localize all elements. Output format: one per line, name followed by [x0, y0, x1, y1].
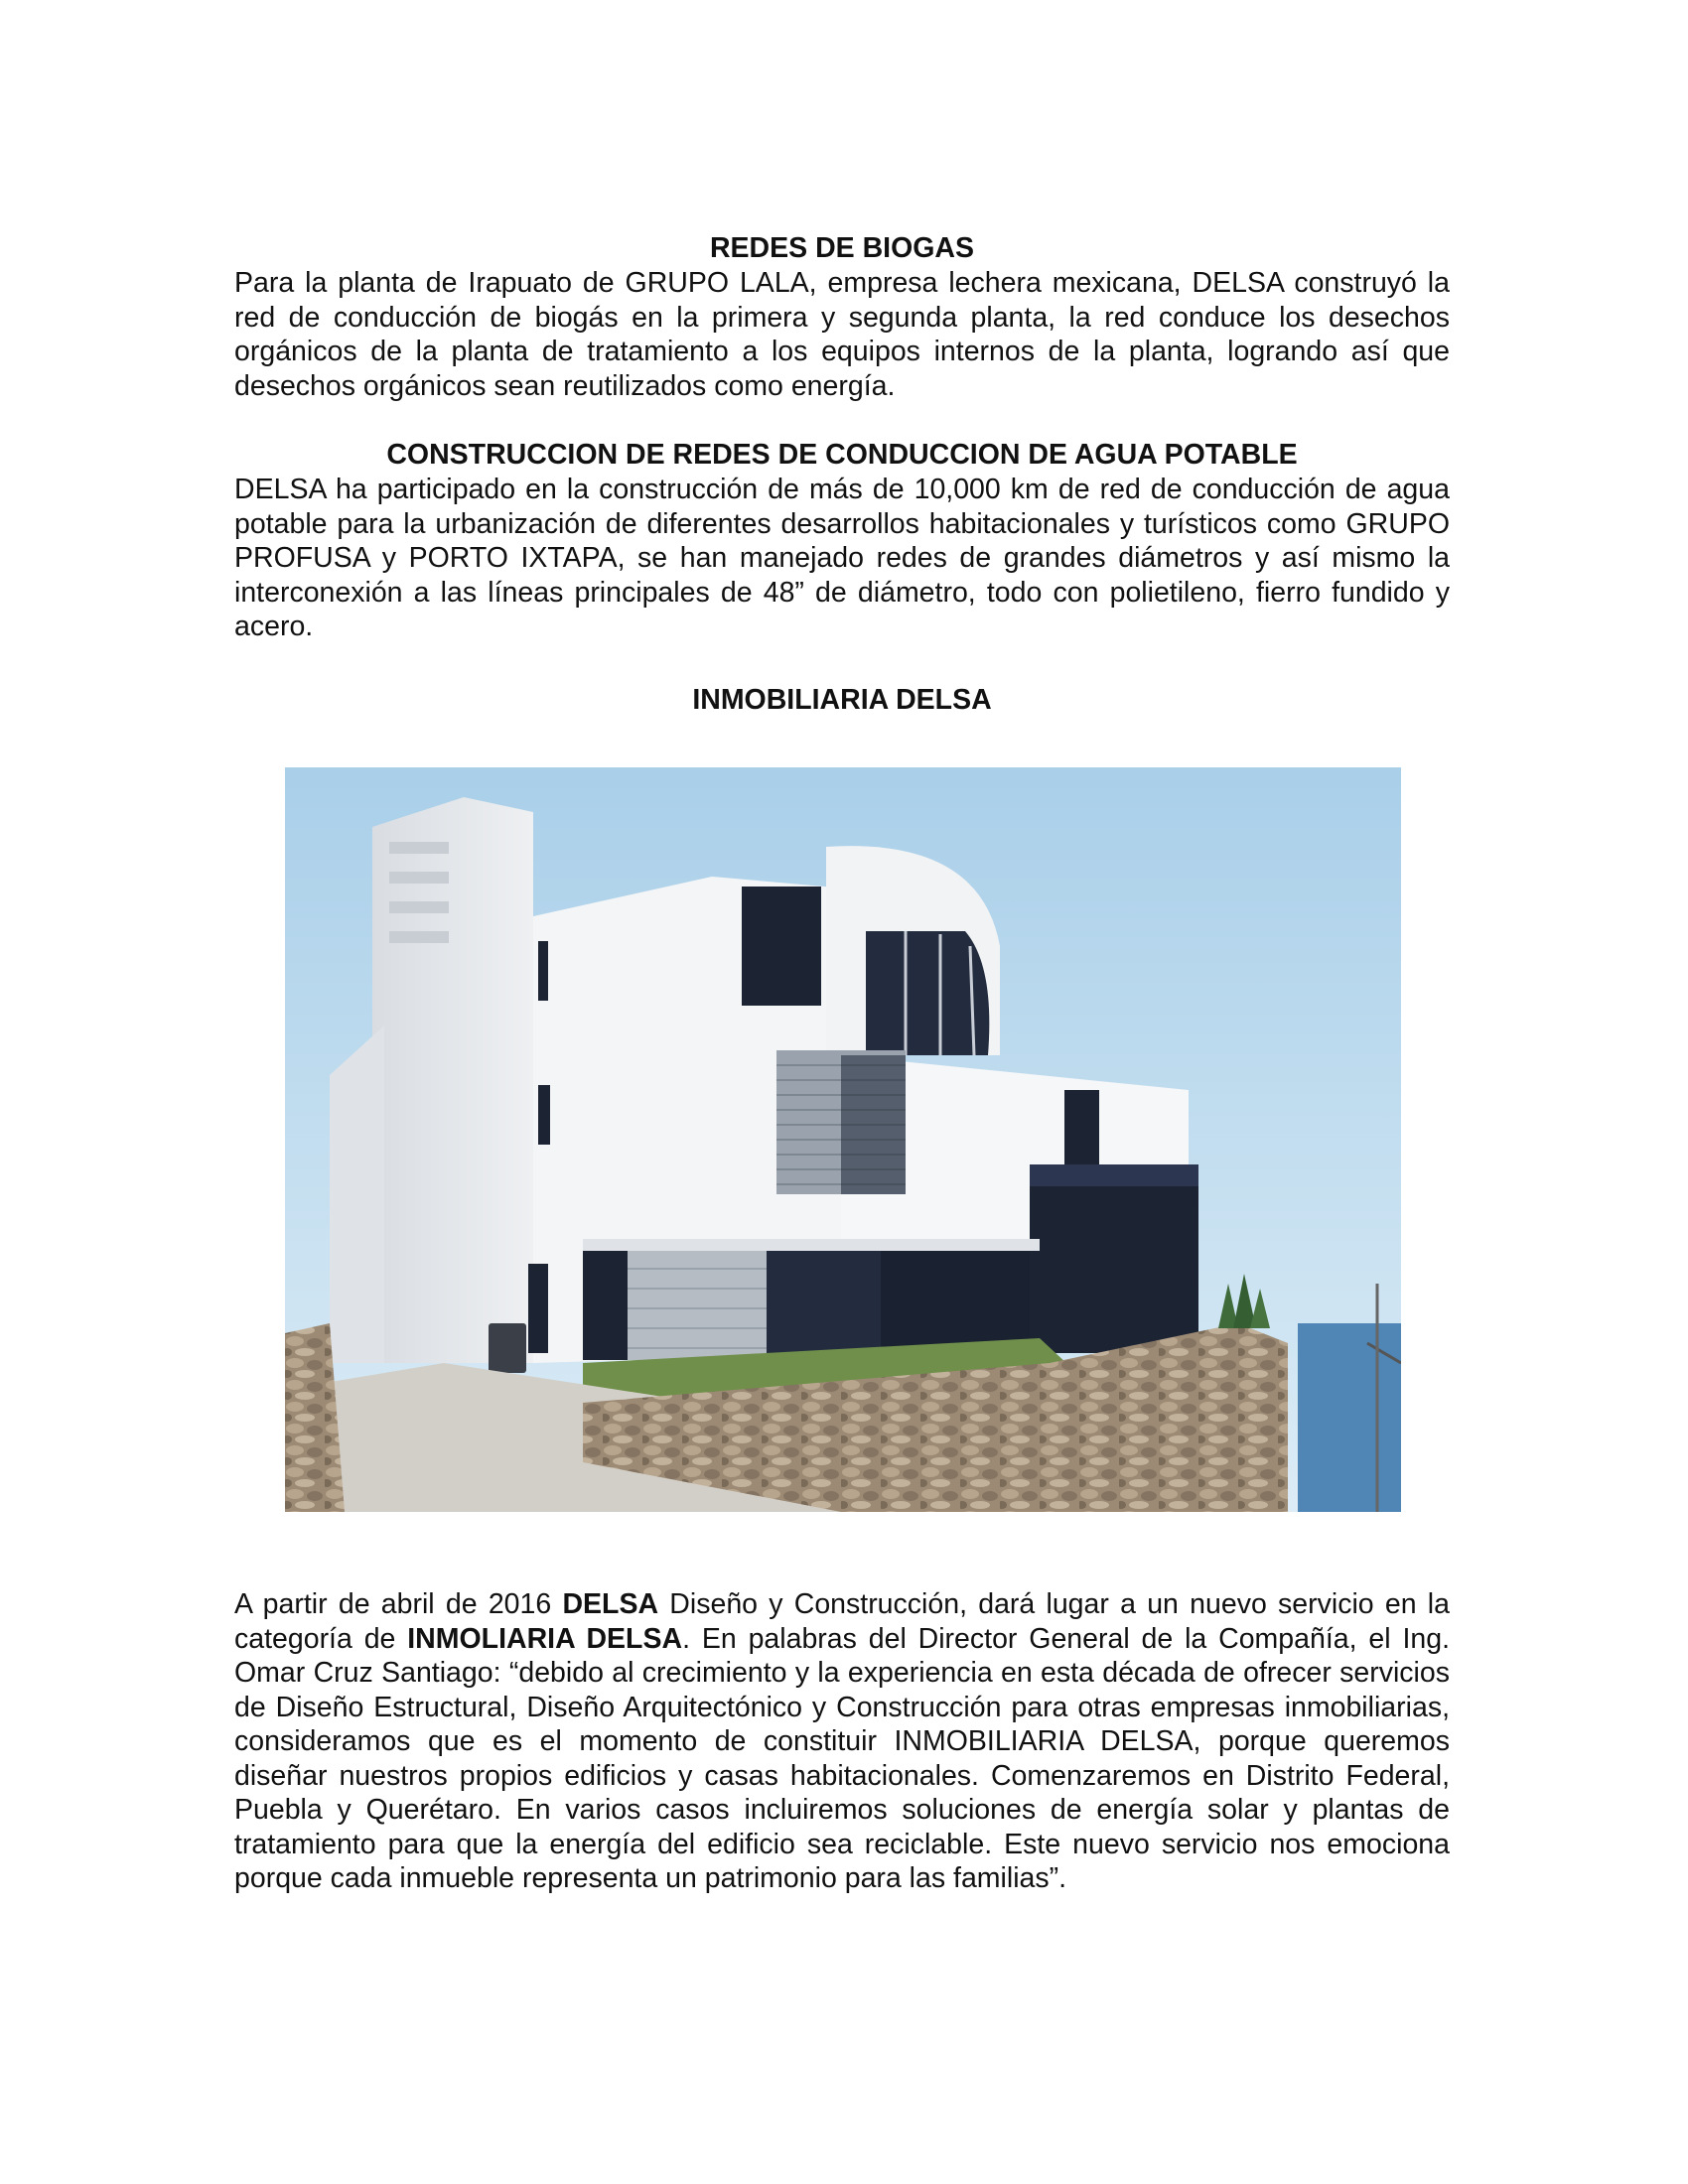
bold-delsa: DELSA: [562, 1588, 659, 1620]
heading-water-networks: CONSTRUCCION DE REDES DE CONDUCCION DE AGUA POTABLE: [386, 439, 1298, 471]
house-photo: [285, 767, 1401, 1512]
paragraph-water-networks: DELSA ha participado en la construcción de más de 10,000 km de red de conducción de agua potable para la urbanización de diferentes desarrollos habitacionales y turísticos como GRUPO PROFUSA y PORTO IXTAPA, se han manejado redes de grandes diámetros y así mismo la interconexión a las líneas principales de 48” de diámetro, todo con polietileno, fierro fundido y acero.: [234, 474, 1450, 642]
heading-inmobiliaria: INMOBILIARIA DELSA: [692, 684, 992, 716]
heading-biogas: REDES DE BIOGAS: [709, 232, 975, 264]
paragraph-biogas: Para la planta de Irapuato de GRUPO LALA, empresa lechera mexicana, DELSA construyó la red de conducción de biogás en la primera y segunda planta, la red conduce los desechos orgánicos de la planta de tratamiento a los equipos internos de la planta, logrando así que desechos orgánicos sean reutilizados como energía.: [234, 267, 1450, 402]
paragraph-inmobiliaria: [234, 1587, 1450, 1896]
paragraph-text-1: A partir de abril de 2016: [234, 1588, 563, 1620]
paragraph-text-2: Diseño y Construcción, dará lugar a un nuevo servicio en la categoría de: [234, 1588, 1450, 1655]
bold-inmoliaria-delsa: INMOLIARIA DELSA: [407, 1622, 683, 1655]
paragraph-text-3: . En palabras del Director General de la Compañía, el Ing. Omar Cruz Santiago: “debido al crecimiento y la experiencia en esta década de ofrecer servicios de Diseño Estructural, Diseño Arquitectónico y Construcción para otras empresas inmobiliarias, consideramos que es el momento de constituir INMOBILIARIA DELSA, porque queremos diseñar nuestros propios edificios y casas habitacionales. Comenzaremos en Distrito Federal, Puebla y Querétaro. En varios casos incluiremos soluciones de energía solar y plantas de tratamiento para que la energía del edificio sea reciclable. Este nuevo servicio nos emociona porque cada inmueble representa un patrimonio para las familias”.: [234, 1622, 1450, 1894]
